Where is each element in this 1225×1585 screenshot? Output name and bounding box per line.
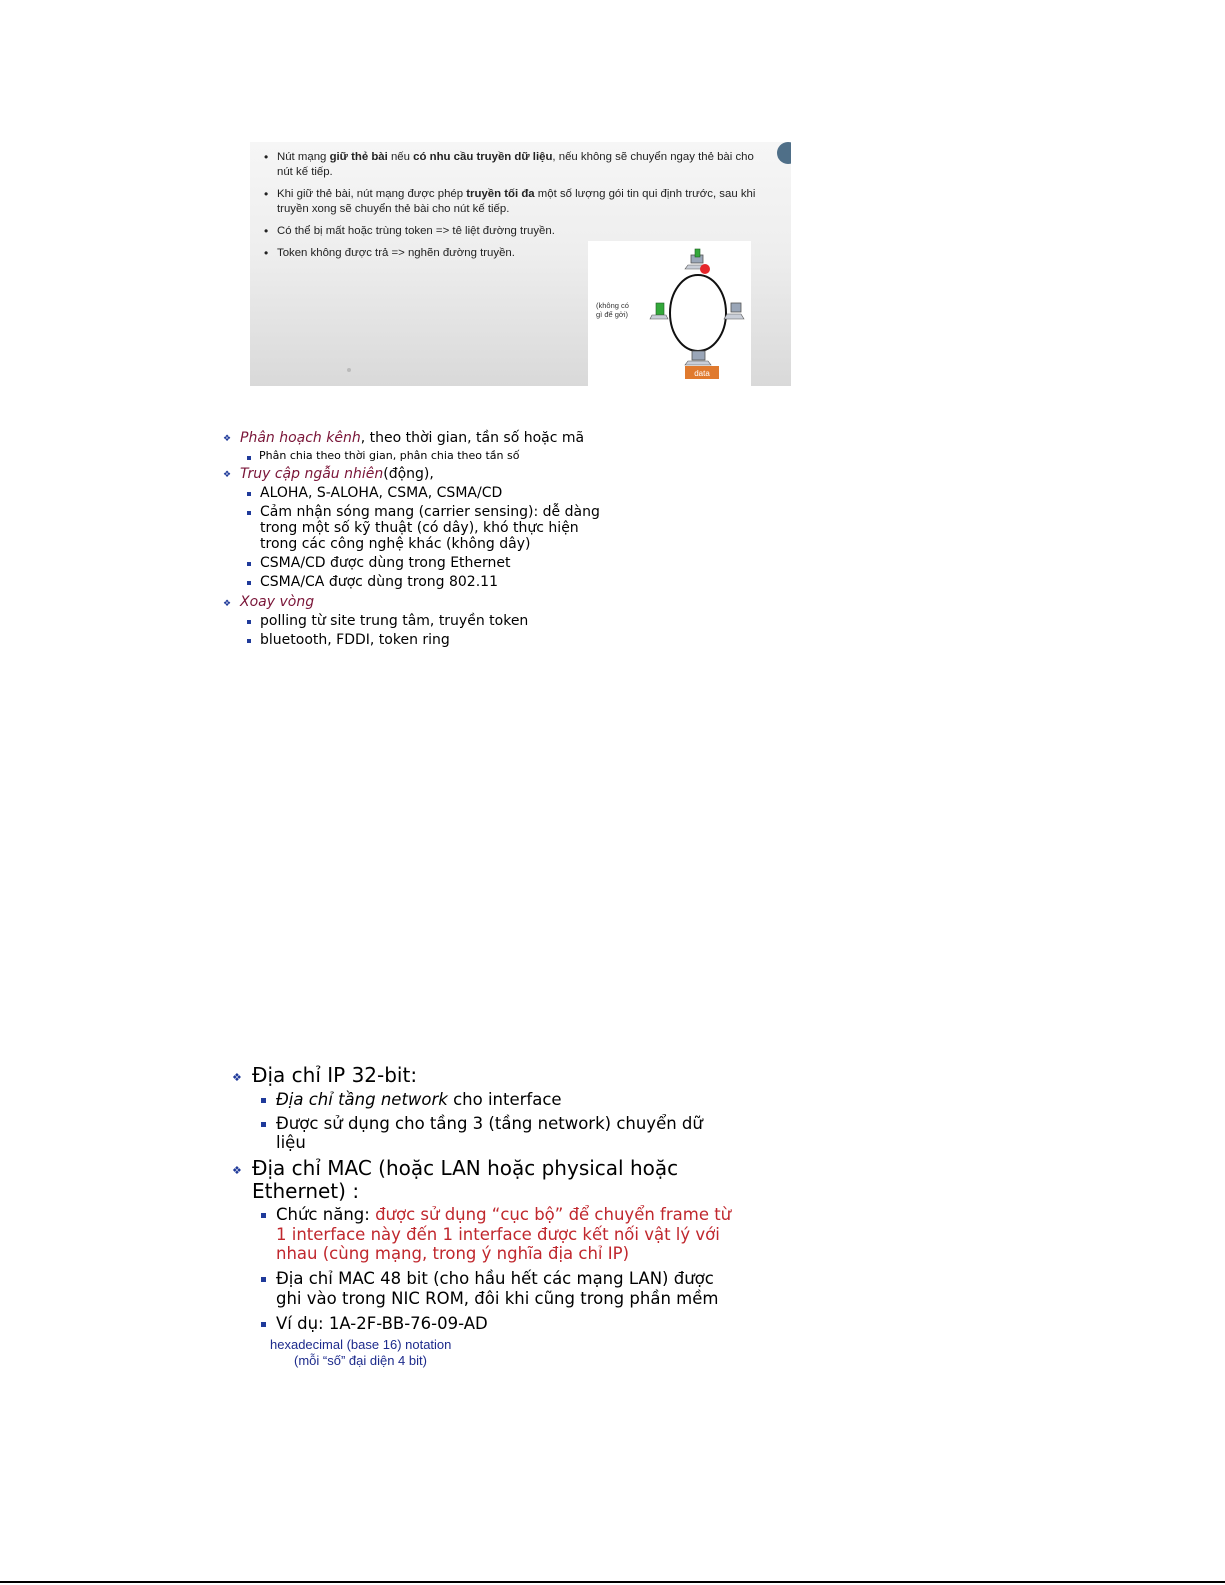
- bold-text: có nhu cầu truyền dữ liệu: [413, 151, 553, 163]
- mac-function-line2: 1 interface này đến 1 interface được kết nối vật lý với: [276, 1225, 720, 1244]
- ring-ellipse: [670, 275, 726, 351]
- diamond-bullet-2: ❖: [223, 470, 232, 480]
- diamond-bullet-3: ❖: [223, 599, 232, 609]
- random-item-2-line2: trong một số kỹ thuật (có dây), khó thực hiện: [260, 520, 579, 536]
- mac-function-label: Chức năng:: [276, 1205, 376, 1224]
- text: Có thể bị mất hoặc trùng token => tê liệt đường truyền.: [277, 225, 555, 237]
- head-round-robin: [240, 594, 314, 610]
- hex-notation-note: hexadecimal (base 16) notation: [270, 1337, 452, 1352]
- text: Nút mạng: [277, 151, 330, 163]
- diamond-bullet-mac: ❖: [232, 1164, 242, 1177]
- text: một số lượng gói tin qui định trước, sau khi truyền xong sẽ chuyển thẻ bài cho nút kế tiếp.: [277, 188, 756, 215]
- slide-bullet-2: [264, 187, 764, 217]
- ip-item-italic: Địa chỉ tầng network: [276, 1090, 448, 1109]
- square-bullet: [261, 1213, 266, 1218]
- text: Khi giữ thẻ bài, nút mạng được phép: [277, 188, 467, 200]
- mac-heading-line1: Địa chỉ MAC (hoặc LAN hoặc physical hoặc: [252, 1156, 679, 1180]
- ip-address-heading: Địa chỉ IP 32-bit:: [252, 1063, 418, 1087]
- square-bullet: [261, 1098, 266, 1103]
- bottom-node-icon: [685, 351, 711, 365]
- bold-text: truyền tối đa: [466, 188, 535, 200]
- square-bullet: [247, 639, 251, 643]
- square-bullet: [247, 581, 251, 585]
- mac-heading-line2: Ethernet) :: [252, 1179, 360, 1203]
- random-item-2-line1: Cảm nhận sóng mang (carrier sensing): dễ dàng: [260, 504, 600, 520]
- head-random-access: [240, 466, 434, 482]
- hex-digit-note: (mỗi “số” đại diện 4 bit): [294, 1353, 427, 1368]
- random-item-4: CSMA/CA được dùng trong 802.11: [260, 574, 498, 590]
- random-item-1: ALOHA, S-ALOHA, CSMA, CSMA/CD: [260, 485, 503, 501]
- bold-text: giữ thẻ bài: [329, 151, 388, 163]
- ip-item-layer3-line1: Được sử dụng cho tầng 3 (tầng network) chuyển dữ: [276, 1114, 703, 1133]
- text: nếu: [387, 151, 414, 163]
- mac-function-line1: [276, 1205, 731, 1224]
- left-node-icon: [650, 303, 668, 319]
- token-ring-svg: [588, 241, 751, 386]
- round-item-2: bluetooth, FDDI, token ring: [260, 632, 450, 648]
- head-italic: Xoay vòng: [240, 594, 315, 610]
- mac-function-text: được sử dụng “cục bộ” để chuyển frame từ: [375, 1205, 732, 1224]
- random-item-2-line3: trong các công nghệ khác (không dây): [260, 536, 531, 552]
- head-italic: Phân hoạch kênh: [240, 430, 361, 446]
- ip-item-layer3-line2: liệu: [276, 1133, 306, 1152]
- ip-item-rest: cho interface: [447, 1090, 562, 1109]
- token-ring-diagram: [588, 241, 751, 386]
- head-channel-partition: [240, 430, 584, 446]
- round-item-1: polling từ site trung tâm, truyền token: [260, 613, 529, 629]
- right-node-icon: [724, 303, 744, 319]
- slide-page-dot: [347, 368, 351, 372]
- sub-partition-types: Phân chia theo thời gian, phân chia theo tần số: [259, 449, 520, 462]
- head-rest: , theo thời gian, tần số hoặc mã: [360, 430, 585, 446]
- diamond-bullet-ip: ❖: [232, 1071, 242, 1084]
- side-label-line1: (không có: [596, 301, 629, 310]
- random-item-3: CSMA/CD được dùng trong Ethernet: [260, 555, 511, 571]
- mac-example: Ví dụ: 1A-2F-BB-76-09-AD: [276, 1314, 488, 1333]
- square-bullet: [247, 511, 251, 515]
- mac-48bit-line1: Địa chỉ MAC 48 bit (cho hầu hết các mạng LAN) được: [276, 1269, 714, 1288]
- page-bottom-rule: [0, 1581, 1225, 1583]
- token-ring-slide: [250, 142, 791, 386]
- diamond-bullet-1: ❖: [223, 434, 232, 444]
- square-bullet: [261, 1122, 266, 1127]
- square-bullet: [261, 1322, 266, 1327]
- mac-48bit-line2: ghi vào trong NIC ROM, đôi khi cũng trong phần mềm: [276, 1289, 719, 1308]
- slide-bullet-3: [264, 224, 764, 239]
- side-label-line2: gì để gởi): [596, 310, 629, 319]
- square-bullet: [261, 1277, 266, 1282]
- text: , nếu không sẽ chuyển ngay thẻ bài cho nút kế tiếp.: [277, 151, 754, 178]
- head-italic: Truy cập ngẫu nhiên: [240, 466, 384, 482]
- square-bullet: [247, 492, 251, 496]
- square-bullet: [247, 562, 251, 566]
- square-bullet: [247, 456, 251, 460]
- mac-function-line3: nhau (cùng mạng, trong ý nghĩa địa chỉ IP): [276, 1244, 630, 1263]
- square-bullet: [247, 620, 251, 624]
- data-label: data: [694, 369, 710, 378]
- head-rest: (động),: [383, 466, 434, 482]
- slide-corner-marker: [777, 142, 791, 164]
- text: Token không được trả => nghẽn đường truyền.: [277, 247, 515, 259]
- token-icon: [700, 264, 710, 274]
- ip-item-network-layer: [276, 1090, 562, 1109]
- slide-bullet-1: [264, 150, 764, 180]
